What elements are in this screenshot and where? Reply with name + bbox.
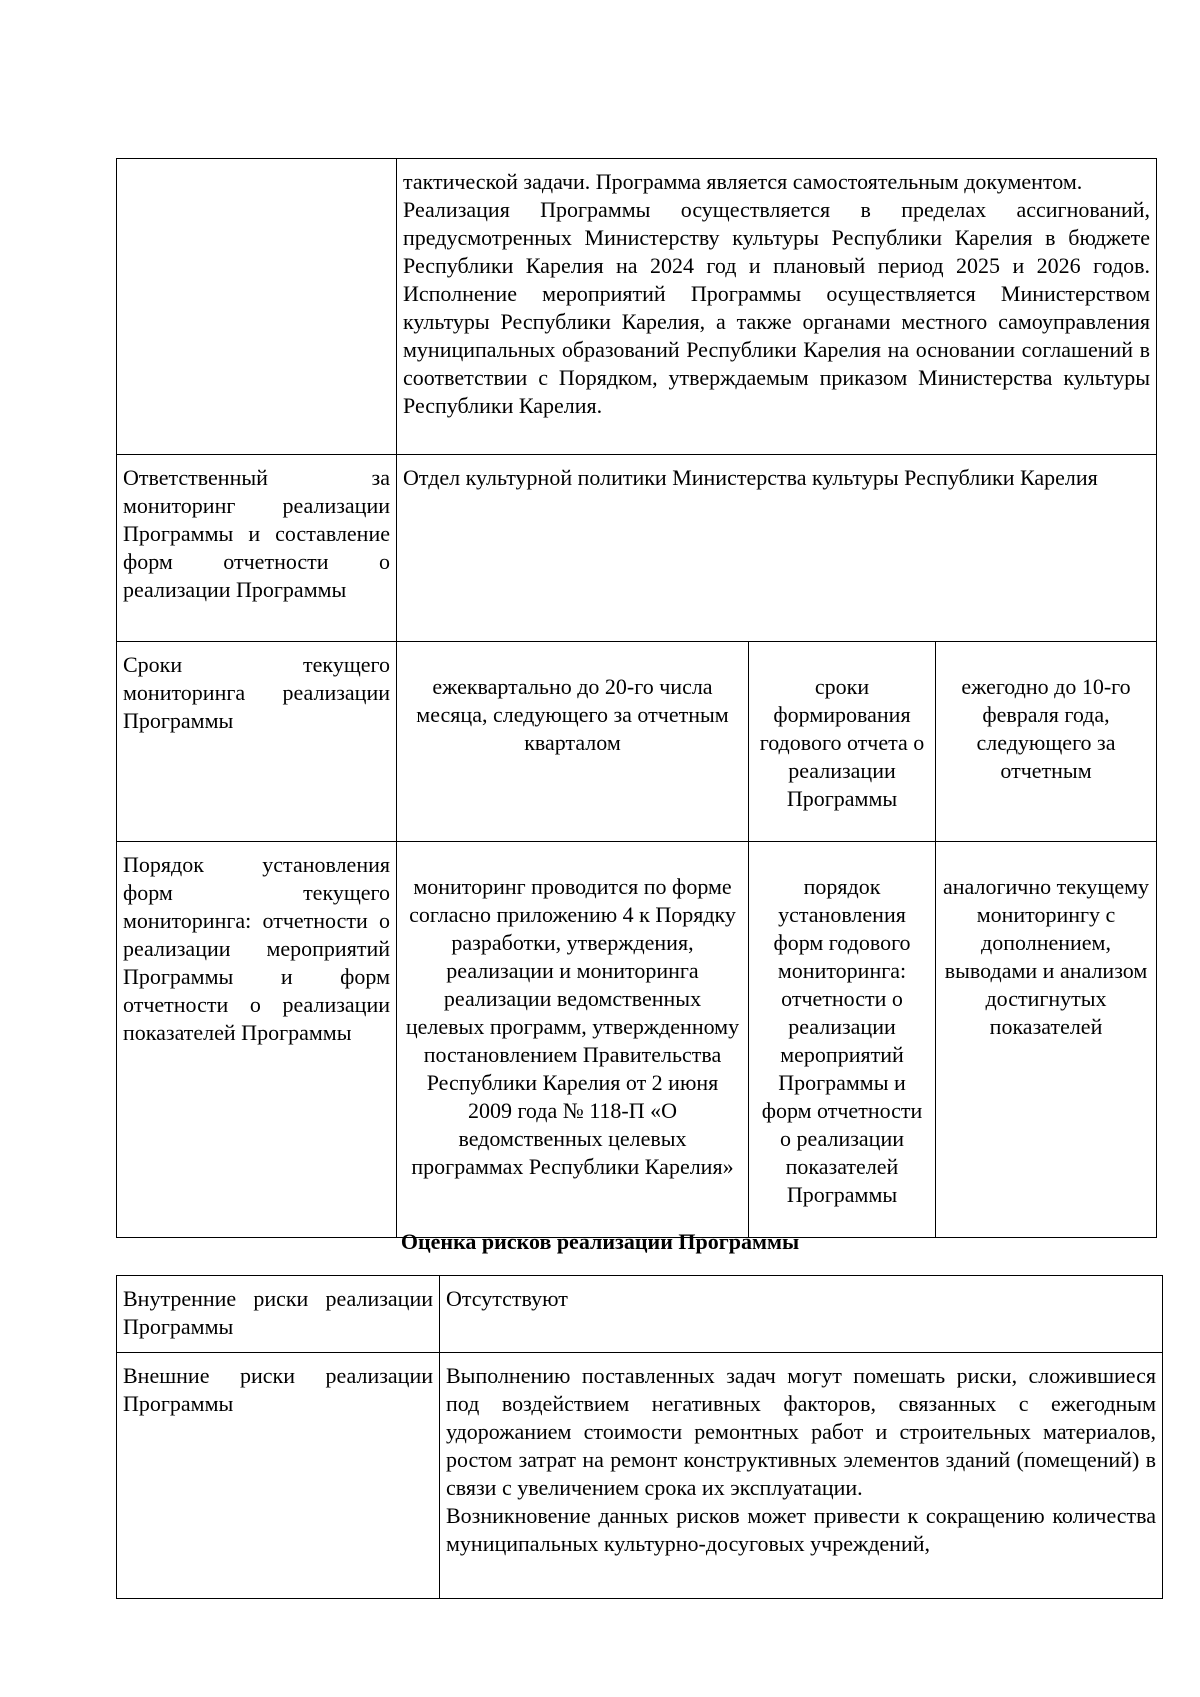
row-label bbox=[117, 455, 397, 642]
table-cell bbox=[749, 842, 936, 1238]
table-cell bbox=[440, 1353, 1163, 1599]
table-row bbox=[117, 1276, 1163, 1353]
responsible-label: Ответственный за мониторинг реализации Программы и составление форм отчетности о реализации Программы bbox=[123, 465, 390, 602]
internal-risks-label: Внутренние риски реализации Программы bbox=[123, 1286, 433, 1339]
paragraph: Реализация Программы осуществляется в пределах ассигнований, предусмотренных Министерству культуры Республики Карелия в бюджете Республики Карелия на 2024 год и плановый период 2025 и 2026 годов. Исполнение мероприятий Программы осуществляется Министерством культуры Республики Карелия, а также органами местного самоуправления муниципальных образований Республики Карелия на основании соглашений в соответствии с Порядком, утверждаемым приказом Министерства культуры Республики Карелия. bbox=[403, 197, 1151, 418]
table-row bbox=[117, 1353, 1163, 1599]
internal-risks-value: Отсутствуют bbox=[446, 1286, 568, 1311]
responsible-value: Отдел культурной политики Министерства культуры Республики Карелия bbox=[403, 465, 1098, 490]
forms-annual: аналогично текущему мониторингу с дополнением, выводами и анализом достигнутых показателей bbox=[943, 874, 1150, 1039]
paragraph: тактической задачи. Программа является самостоятельным документом. bbox=[403, 169, 1083, 194]
external-risks-label: Внешние риски реализации Программы bbox=[123, 1363, 433, 1416]
terms-annual-label: сроки формирования годового отчета о реализации Программы bbox=[759, 674, 925, 811]
forms-annual-label: порядок установления форм годового мониторинга: отчетности о реализации мероприятий Программы и форм отчетности о реализации показателей Программы bbox=[761, 874, 923, 1207]
table-row bbox=[117, 642, 1157, 842]
monitoring-table bbox=[116, 158, 1157, 1238]
table-cell bbox=[749, 642, 936, 842]
forms-label: Порядок установления форм текущего мониторинга: отчетности о реализации мероприятий Программы и форм отчетности о реализации показателей Программы bbox=[123, 852, 390, 1045]
table-cell bbox=[936, 642, 1157, 842]
paragraph: Выполнению поставленных задач могут помешать риски, сложившиеся под воздействием негативных факторов, связанных с ежегодным удорожанием стоимости ремонтных работ и строительных материалов, ростом затрат на ремонт конструктивных элементов зданий (помещений) в связи с увеличением срока их эксплуатации. bbox=[446, 1363, 1156, 1500]
terms-current: ежеквартально до 20-го числа месяца, следующего за отчетным кварталом bbox=[416, 674, 729, 755]
row-label bbox=[117, 642, 397, 842]
row-label bbox=[117, 842, 397, 1238]
row-label bbox=[117, 1276, 440, 1353]
table-cell bbox=[397, 159, 1157, 455]
table-cell bbox=[397, 842, 749, 1238]
paragraph: Возникновение данных рисков может привести к сокращению количества муниципальных культурно-досуговых учреждений, bbox=[446, 1503, 1156, 1556]
terms-annual: ежегодно до 10-го февраля года, следующего за отчетным bbox=[961, 674, 1131, 783]
table-row bbox=[117, 842, 1157, 1238]
table-cell bbox=[397, 455, 1157, 642]
risks-table bbox=[116, 1275, 1163, 1599]
row-label bbox=[117, 1353, 440, 1599]
table-cell bbox=[397, 642, 749, 842]
table-row bbox=[117, 455, 1157, 642]
table-cell bbox=[440, 1276, 1163, 1353]
table-row bbox=[117, 159, 1157, 455]
table-cell bbox=[936, 842, 1157, 1238]
terms-label: Сроки текущего мониторинга реализации Программы bbox=[123, 652, 390, 733]
table-cell-empty bbox=[117, 159, 397, 455]
forms-current: мониторинг проводится по форме согласно приложению 4 к Порядку разработки, утверждения, реализации и мониторинга реализации ведомственных целевых программ, утвержденному постановлением Правительства Республики Карелия от 2 июня 2009 года № 118-П «О ведомственных целевых программах Республики Карелия» bbox=[405, 874, 740, 1179]
section-title: Оценка рисков реализации Программы bbox=[400, 1229, 800, 1254]
